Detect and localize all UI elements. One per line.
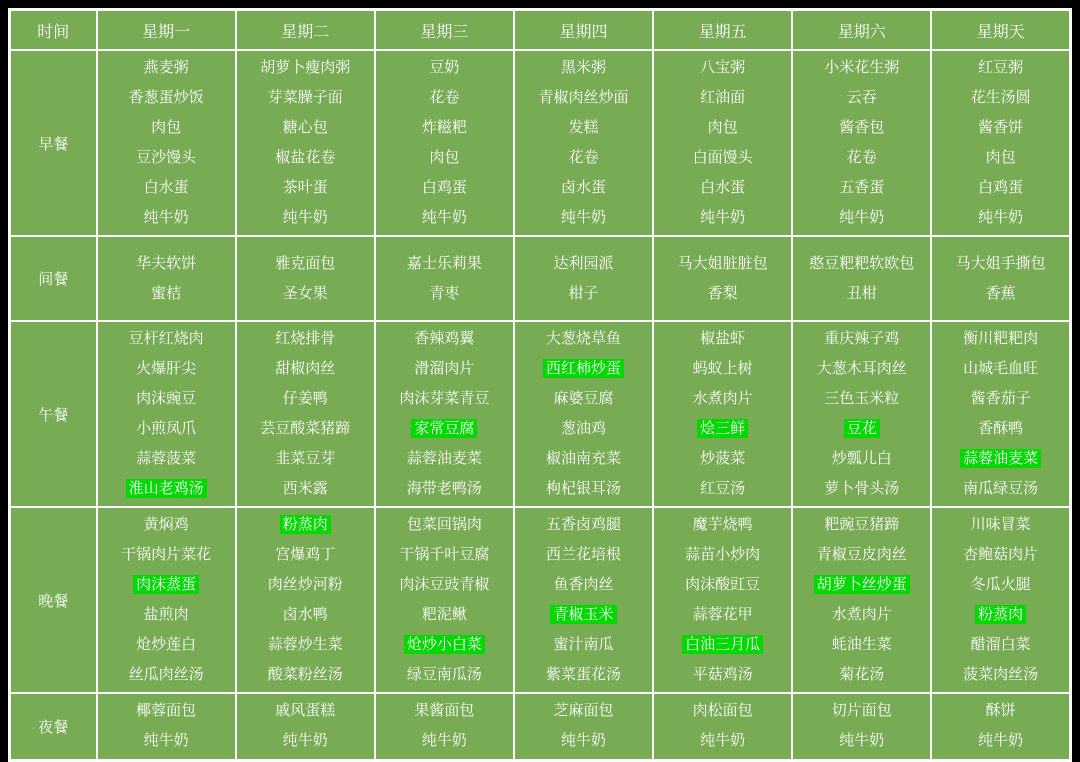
menu-item: 酱香包 bbox=[839, 119, 885, 136]
menu-item: 菊花汤 bbox=[839, 666, 885, 683]
menu-item: 仔姜鸭 bbox=[282, 390, 328, 407]
menu-cell-saturday-snack bbox=[792, 236, 931, 321]
menu-item-highlighted: 蒜蓉油麦菜 bbox=[960, 449, 1041, 468]
menu-item: 青椒豆皮肉丝 bbox=[816, 546, 907, 563]
menu-item: 花卷 bbox=[846, 149, 877, 166]
header-thursday: 星期四 bbox=[514, 10, 653, 51]
menu-item: 白鸡蛋 bbox=[421, 179, 467, 196]
menu-cell-thursday-lunch bbox=[514, 321, 653, 507]
menu-table-head bbox=[10, 10, 1071, 51]
menu-item: 丑柑 bbox=[846, 284, 877, 302]
menu-item: 白面馒头 bbox=[692, 149, 753, 166]
menu-item: 胡萝卜瘦肉粥 bbox=[260, 59, 351, 76]
menu-item: 雅克面包 bbox=[275, 254, 336, 272]
menu-item: 杏鲍菇肉片 bbox=[963, 546, 1039, 563]
menu-item: 马大姐脏脏包 bbox=[677, 254, 768, 272]
menu-item-highlighted: 豆花 bbox=[844, 419, 880, 438]
menu-item: 绿豆南瓜汤 bbox=[406, 666, 482, 683]
menu-item: 纯牛奶 bbox=[421, 732, 467, 750]
menu-item: 香辣鸡翼 bbox=[414, 330, 475, 347]
menu-item bbox=[516, 354, 651, 384]
menu-item: 茶叶蛋 bbox=[282, 179, 328, 196]
menu-item: 粑泥鳅 bbox=[421, 606, 467, 623]
menu-item: 豆杆红烧肉 bbox=[128, 330, 204, 347]
menu-item: 魔芋烧鸭 bbox=[692, 516, 753, 533]
menu-item: 卤水鸭 bbox=[282, 606, 328, 623]
menu-item: 鱼香肉丝 bbox=[553, 576, 614, 593]
menu-item: 纯牛奶 bbox=[282, 209, 328, 226]
menu-item bbox=[655, 630, 790, 660]
row-label-dinner: 晚餐 bbox=[10, 507, 97, 693]
menu-item: 川味冒菜 bbox=[970, 516, 1031, 533]
menu-item: 紫菜蛋花汤 bbox=[545, 666, 621, 683]
menu-item-highlighted: 粉蒸肉 bbox=[975, 605, 1026, 624]
menu-item: 纯牛奶 bbox=[978, 732, 1024, 750]
meal-row-dinner bbox=[10, 507, 1071, 693]
menu-item: 枸杞银耳汤 bbox=[545, 480, 621, 497]
meal-row-breakfast bbox=[10, 50, 1071, 236]
menu-item: 白水蛋 bbox=[700, 179, 746, 196]
menu-item: 红油面 bbox=[700, 89, 746, 106]
menu-cell-thursday-snack bbox=[514, 236, 653, 321]
menu-item: 肉沫酸豇豆 bbox=[685, 576, 761, 593]
menu-item: 小煎凤爪 bbox=[136, 420, 197, 437]
menu-item: 纯牛奶 bbox=[839, 209, 885, 226]
menu-cell-thursday-night-meal bbox=[514, 693, 653, 760]
menu-item: 椒油南充菜 bbox=[545, 450, 621, 467]
menu-item: 粑豌豆猪蹄 bbox=[824, 516, 900, 533]
menu-item: 香梨 bbox=[707, 284, 738, 302]
header-saturday: 星期六 bbox=[792, 10, 931, 51]
menu-item: 达利园派 bbox=[553, 254, 614, 272]
menu-item: 冬瓜火腿 bbox=[970, 576, 1031, 593]
menu-item: 平菇鸡汤 bbox=[692, 666, 753, 683]
menu-cell-sunday-snack bbox=[931, 236, 1070, 321]
menu-item: 华夫软饼 bbox=[136, 254, 197, 272]
menu-item: 丝瓜肉丝汤 bbox=[128, 666, 204, 683]
header-sunday: 星期天 bbox=[931, 10, 1070, 51]
menu-item: 酱香茄子 bbox=[970, 390, 1031, 407]
menu-item: 西兰花培根 bbox=[545, 546, 621, 563]
menu-item: 花卷 bbox=[568, 149, 599, 166]
menu-item: 菠菜肉丝汤 bbox=[963, 666, 1039, 683]
menu-cell-tuesday-night-meal bbox=[236, 693, 375, 760]
menu-item bbox=[933, 444, 1068, 474]
menu-item: 发糕 bbox=[568, 119, 599, 136]
header-time: 时间 bbox=[10, 10, 97, 51]
menu-item: 包菜回锅肉 bbox=[406, 516, 482, 533]
row-label-breakfast: 早餐 bbox=[10, 50, 97, 236]
menu-item bbox=[377, 414, 512, 444]
menu-item: 肉包 bbox=[985, 149, 1016, 166]
menu-item: 蚝油生菜 bbox=[831, 636, 892, 653]
menu-item: 山城毛血旺 bbox=[963, 360, 1039, 377]
menu-item: 葱油鸡 bbox=[560, 420, 606, 437]
menu-item bbox=[794, 570, 929, 600]
menu-item: 衡川粑粑肉 bbox=[963, 330, 1039, 347]
menu-item-highlighted: 青椒玉米 bbox=[550, 605, 616, 624]
menu-item-highlighted: 肉沫蒸蛋 bbox=[133, 575, 199, 594]
menu-cell-friday-breakfast bbox=[653, 50, 792, 236]
menu-item: 果酱面包 bbox=[414, 702, 475, 720]
menu-item: 青椒肉丝炒面 bbox=[538, 89, 629, 106]
menu-item: 蒜蓉炒生菜 bbox=[267, 636, 343, 653]
menu-item-highlighted: 炝炒小白菜 bbox=[404, 635, 485, 654]
menu-item: 五香卤鸡腿 bbox=[545, 516, 621, 533]
menu-item: 纯牛奶 bbox=[143, 209, 189, 226]
menu-item: 青枣 bbox=[429, 284, 460, 302]
menu-item: 酱香饼 bbox=[978, 119, 1024, 136]
header-tuesday: 星期二 bbox=[236, 10, 375, 51]
row-label-snack: 间餐 bbox=[10, 236, 97, 321]
menu-item: 白鸡蛋 bbox=[978, 179, 1024, 196]
menu-item: 纯牛奶 bbox=[700, 732, 746, 750]
menu-item: 炒瓢儿白 bbox=[831, 450, 892, 467]
header-friday: 星期五 bbox=[653, 10, 792, 51]
menu-item: 燕麦粥 bbox=[143, 59, 189, 76]
menu-item: 云吞 bbox=[846, 89, 877, 106]
menu-item: 盐煎肉 bbox=[143, 606, 189, 623]
menu-item: 纯牛奶 bbox=[421, 209, 467, 226]
menu-item: 纯牛奶 bbox=[978, 209, 1024, 226]
menu-cell-thursday-breakfast bbox=[514, 50, 653, 236]
menu-cell-monday-lunch bbox=[97, 321, 236, 507]
menu-cell-tuesday-dinner bbox=[236, 507, 375, 693]
menu-item: 红豆粥 bbox=[978, 59, 1024, 76]
menu-item: 炸糍粑 bbox=[421, 119, 467, 136]
menu-item: 萝卜骨头汤 bbox=[824, 480, 900, 497]
menu-item: 酥饼 bbox=[985, 702, 1016, 720]
menu-item: 香葱蛋炒饭 bbox=[128, 89, 204, 106]
header-wednesday: 星期三 bbox=[375, 10, 514, 51]
menu-item-highlighted: 淮山老鸡汤 bbox=[126, 479, 207, 498]
menu-item: 肉松面包 bbox=[692, 702, 753, 720]
menu-item: 纯牛奶 bbox=[560, 209, 606, 226]
menu-item: 椒盐花卷 bbox=[275, 149, 336, 166]
menu-cell-sunday-breakfast bbox=[931, 50, 1070, 236]
menu-item: 香酥鸭 bbox=[978, 420, 1024, 437]
menu-cell-monday-night-meal bbox=[97, 693, 236, 760]
menu-cell-tuesday-snack bbox=[236, 236, 375, 321]
row-label-lunch: 午餐 bbox=[10, 321, 97, 507]
menu-item: 蒜蓉花甲 bbox=[692, 606, 753, 623]
menu-item: 炒菠菜 bbox=[700, 450, 746, 467]
menu-item: 蒜苗小炒肉 bbox=[685, 546, 761, 563]
menu-cell-friday-night-meal bbox=[653, 693, 792, 760]
menu-item bbox=[655, 414, 790, 444]
menu-item: 纯牛奶 bbox=[839, 732, 885, 750]
menu-item: 蚂蚁上树 bbox=[692, 360, 753, 377]
header-monday: 星期一 bbox=[97, 10, 236, 51]
menu-item: 憨豆粑粑软欧包 bbox=[809, 254, 915, 272]
menu-item: 红烧排骨 bbox=[275, 330, 336, 347]
menu-item: 芽菜臊子面 bbox=[267, 89, 343, 106]
menu-cell-wednesday-night-meal bbox=[375, 693, 514, 760]
menu-item: 白水蛋 bbox=[143, 179, 189, 196]
menu-item bbox=[99, 570, 234, 600]
menu-item: 西米露 bbox=[282, 480, 328, 497]
menu-item: 小米花生粥 bbox=[824, 59, 900, 76]
menu-item: 蒜蓉油麦菜 bbox=[406, 450, 482, 467]
menu-cell-wednesday-dinner bbox=[375, 507, 514, 693]
menu-cell-sunday-dinner bbox=[931, 507, 1070, 693]
menu-cell-saturday-dinner bbox=[792, 507, 931, 693]
menu-cell-wednesday-snack bbox=[375, 236, 514, 321]
menu-item: 肉沫芽菜青豆 bbox=[399, 390, 490, 407]
menu-item: 豆沙馒头 bbox=[136, 149, 197, 166]
menu-cell-friday-snack bbox=[653, 236, 792, 321]
menu-cell-tuesday-lunch bbox=[236, 321, 375, 507]
menu-cell-monday-dinner bbox=[97, 507, 236, 693]
menu-item: 圣女果 bbox=[282, 284, 328, 302]
menu-table bbox=[8, 8, 1072, 762]
row-label-night-meal: 夜餐 bbox=[10, 693, 97, 760]
menu-item: 重庆辣子鸡 bbox=[824, 330, 900, 347]
menu-cell-saturday-night-meal bbox=[792, 693, 931, 760]
menu-item: 糖心包 bbox=[282, 119, 328, 136]
menu-item: 蒜蓉菠菜 bbox=[136, 450, 197, 467]
menu-item: 肉丝炒河粉 bbox=[267, 576, 343, 593]
menu-item: 马大姐手撕包 bbox=[955, 254, 1046, 272]
menu-item: 大葱木耳肉丝 bbox=[816, 360, 907, 377]
menu-item: 蜜汁南瓜 bbox=[553, 636, 614, 653]
menu-item: 香蕉 bbox=[985, 284, 1016, 302]
menu-item: 花生汤圆 bbox=[970, 89, 1031, 106]
menu-item: 八宝粥 bbox=[700, 59, 746, 76]
menu-item bbox=[516, 600, 651, 630]
menu-item: 海带老鸭汤 bbox=[406, 480, 482, 497]
menu-item bbox=[794, 414, 929, 444]
menu-cell-wednesday-breakfast bbox=[375, 50, 514, 236]
menu-item: 红豆汤 bbox=[700, 480, 746, 497]
menu-cell-friday-lunch bbox=[653, 321, 792, 507]
menu-cell-friday-dinner bbox=[653, 507, 792, 693]
menu-item: 戚风蛋糕 bbox=[275, 702, 336, 720]
meal-row-snack bbox=[10, 236, 1071, 321]
menu-item: 柑子 bbox=[568, 284, 599, 302]
menu-item: 韭菜豆芽 bbox=[275, 450, 336, 467]
menu-cell-thursday-dinner bbox=[514, 507, 653, 693]
meal-row-night-meal bbox=[10, 693, 1071, 760]
menu-item: 炝炒莲白 bbox=[136, 636, 197, 653]
menu-item: 酸菜粉丝汤 bbox=[267, 666, 343, 683]
menu-item bbox=[99, 474, 234, 504]
menu-item-highlighted: 家常豆腐 bbox=[411, 419, 477, 438]
menu-item: 花卷 bbox=[429, 89, 460, 106]
meal-row-lunch bbox=[10, 321, 1071, 507]
weekly-menu bbox=[8, 8, 1072, 750]
menu-item: 甜椒肉丝 bbox=[275, 360, 336, 377]
menu-item: 水煮肉片 bbox=[692, 390, 753, 407]
menu-cell-wednesday-lunch bbox=[375, 321, 514, 507]
menu-cell-sunday-lunch bbox=[931, 321, 1070, 507]
menu-item: 椰蓉面包 bbox=[136, 702, 197, 720]
menu-item-highlighted: 胡萝卜丝炒蛋 bbox=[814, 575, 910, 594]
menu-item: 纯牛奶 bbox=[282, 732, 328, 750]
menu-item: 蜜桔 bbox=[151, 284, 182, 302]
menu-item: 滑溜肉片 bbox=[414, 360, 475, 377]
menu-item: 豆奶 bbox=[429, 59, 460, 76]
menu-item: 宫爆鸡丁 bbox=[275, 546, 336, 563]
menu-item: 椒盐虾 bbox=[700, 330, 746, 347]
menu-item bbox=[933, 600, 1068, 630]
header-row bbox=[10, 10, 1071, 51]
menu-item: 大葱烧草鱼 bbox=[545, 330, 621, 347]
menu-cell-monday-snack bbox=[97, 236, 236, 321]
menu-item: 肉包 bbox=[151, 119, 182, 136]
menu-item: 芝麻面包 bbox=[553, 702, 614, 720]
menu-cell-saturday-lunch bbox=[792, 321, 931, 507]
menu-item bbox=[238, 510, 373, 540]
menu-item: 芸豆酸菜猪蹄 bbox=[260, 420, 351, 437]
menu-cell-sunday-night-meal bbox=[931, 693, 1070, 760]
menu-item: 纯牛奶 bbox=[700, 209, 746, 226]
menu-item: 黑米粥 bbox=[560, 59, 606, 76]
menu-item-highlighted: 粉蒸肉 bbox=[280, 515, 331, 534]
menu-item: 南瓜绿豆汤 bbox=[963, 480, 1039, 497]
menu-item: 干锅千叶豆腐 bbox=[399, 546, 490, 563]
menu-item: 麻婆豆腐 bbox=[553, 390, 614, 407]
menu-item-highlighted: 白油三月瓜 bbox=[682, 635, 763, 654]
menu-item bbox=[377, 630, 512, 660]
menu-item: 肉包 bbox=[429, 149, 460, 166]
menu-item-highlighted: 西红柿炒蛋 bbox=[543, 359, 624, 378]
menu-item: 嘉士乐莉果 bbox=[406, 254, 482, 272]
menu-item-highlighted: 烩三鲜 bbox=[697, 419, 748, 438]
menu-cell-tuesday-breakfast bbox=[236, 50, 375, 236]
menu-item: 切片面包 bbox=[831, 702, 892, 720]
menu-item: 干锅肉片菜花 bbox=[121, 546, 212, 563]
menu-item: 卤水蛋 bbox=[560, 179, 606, 196]
menu-cell-saturday-breakfast bbox=[792, 50, 931, 236]
menu-item: 三色玉米粒 bbox=[824, 390, 900, 407]
menu-item: 水煮肉片 bbox=[831, 606, 892, 623]
menu-item: 醋溜白菜 bbox=[970, 636, 1031, 653]
menu-item: 纯牛奶 bbox=[143, 732, 189, 750]
menu-item: 纯牛奶 bbox=[560, 732, 606, 750]
menu-cell-monday-breakfast bbox=[97, 50, 236, 236]
menu-item: 黄焖鸡 bbox=[143, 516, 189, 533]
menu-item: 肉包 bbox=[707, 119, 738, 136]
menu-table-body bbox=[10, 50, 1071, 760]
menu-item: 肉沫豌豆 bbox=[136, 390, 197, 407]
menu-item: 火爆肝尖 bbox=[136, 360, 197, 377]
menu-item: 五香蛋 bbox=[839, 179, 885, 196]
menu-item: 肉沫豆豉青椒 bbox=[399, 576, 490, 593]
